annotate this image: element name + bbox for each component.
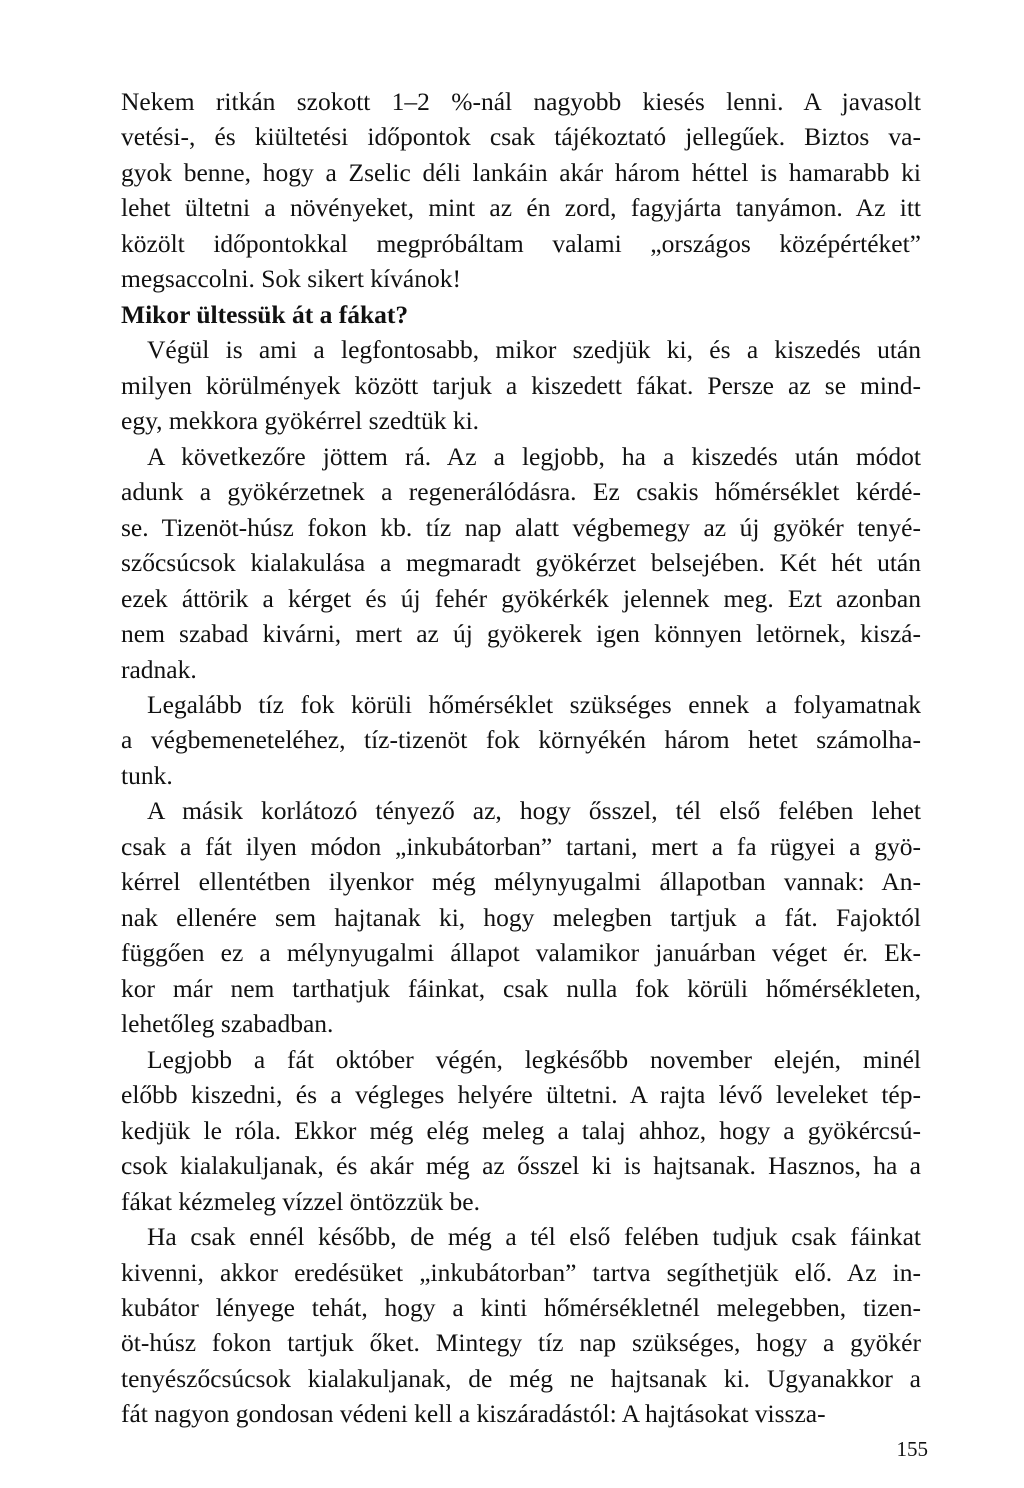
text-line: közölt időpontokkal megpróbáltam valami „országos középértéket”	[121, 229, 921, 258]
text-line: vetési-, és kiültetési időpontok csak tájékoztató jellegűek. Biztos va-	[121, 122, 921, 151]
text-line: Nekem ritkán szokott 1–2 %-nál nagyobb kiesés lenni. A javasolt	[121, 87, 921, 116]
text-line: Végül is ami a legfontosabb, mikor szedjük ki, és a kiszedés után	[147, 335, 921, 364]
text-line: tenyészőcsúcsok kialakuljanak, de még ne hajtsanak ki. Ugyanakkor a	[121, 1364, 921, 1393]
text-line: lehetőleg szabadban.	[121, 1009, 334, 1038]
text-line: radnak.	[121, 655, 197, 684]
text-line: kubátor lényege tehát, hogy a kinti hőmérsékletnél melegebben, tizen-	[121, 1293, 921, 1322]
text-line: a végbemeneteléhez, tíz-tizenöt fok környékén három hetet számolha-	[121, 725, 921, 754]
text-line: fát nagyon gondosan védeni kell a kiszáradástól: A hajtásokat vissza-	[121, 1399, 826, 1428]
text-line: kérrel ellentétben ilyenkor még mélynyugalmi állapotban vannak: An-	[121, 867, 921, 896]
text-line: szőcsúcsok kialakulása a megmaradt gyökérzet belsejében. Két hét után	[121, 548, 921, 577]
text-line: se. Tizenöt-húsz fokon kb. tíz nap alatt végbemegy az új gyökér tenyé-	[121, 513, 921, 542]
text-line: öt-húsz fokon tartjuk őket. Mintegy tíz nap szükséges, hogy a gyökér	[121, 1328, 921, 1357]
text-line: kor már nem tarthatjuk fáinkat, csak nulla fok körüli hőmérsékleten,	[121, 974, 921, 1003]
text-line: Legjobb a fát október végén, legkésőbb november elején, minél	[147, 1045, 921, 1074]
text-line: Legalább tíz fok körüli hőmérséklet szükséges ennek a folyamatnak	[147, 690, 921, 719]
text-line: Mikor ültessük át a fákat?	[121, 300, 409, 329]
text-line: kivenni, akkor eredésüket „inkubátorban” tartva segíthetjük elő. Az in-	[121, 1258, 921, 1287]
text-line: függően ez a mélynyugalmi állapot valamikor januárban véget ér. Ek-	[121, 938, 921, 967]
text-line: gyok benne, hogy a Zselic déli lankáin akár három héttel is hamarabb ki	[121, 158, 921, 187]
text-line: megsaccolni. Sok sikert kívánok!	[121, 264, 461, 293]
text-line: fákat kézmeleg vízzel öntözzük be.	[121, 1187, 480, 1216]
text-line: csak a fát ilyen módon „inkubátorban” tartani, mert a fa rügyei a gyö-	[121, 832, 921, 861]
text-line: előbb kiszedni, és a végleges helyére ültetni. A rajta lévő leveleket tép-	[121, 1080, 921, 1109]
page-number: 155	[896, 1437, 928, 1461]
text-line: tunk.	[121, 761, 173, 790]
text-line: milyen körülmények között tarjuk a kiszedett fákat. Persze az se mind-	[121, 371, 921, 400]
text-line: Ha csak ennél később, de még a tél első felében tudjuk csak fáinkat	[147, 1222, 921, 1251]
text-line: adunk a gyökérzetnek a regenerálódásra. Ez csakis hőmérséklet kérdé-	[121, 477, 921, 506]
text-line: ezek áttörik a kérget és új fehér gyökérkék jelennek meg. Ezt azonban	[121, 584, 921, 613]
text-line: nak ellenére sem hajtanak ki, hogy melegben tartjuk a fát. Fajoktól	[121, 903, 921, 932]
text-line: egy, mekkora gyökérrel szedtük ki.	[121, 406, 480, 435]
text-line: kedjük le róla. Ekkor még elég meleg a talaj ahhoz, hogy a gyökércsú-	[121, 1116, 921, 1145]
text-line: A következőre jöttem rá. Az a legjobb, ha a kiszedés után módot	[147, 442, 921, 471]
text-line: csok kialakuljanak, és akár még az ősszel ki is hajtsanak. Hasznos, ha a	[121, 1151, 921, 1180]
text-line: lehet ültetni a növényeket, mint az én zord, fagyjárta tanyámon. Az itt	[121, 193, 921, 222]
text-line: A másik korlátozó tényező az, hogy ősszel, tél első felében lehet	[147, 796, 921, 825]
text-line: nem szabad kivárni, mert az új gyökerek igen könnyen letörnek, kiszá-	[121, 619, 921, 648]
